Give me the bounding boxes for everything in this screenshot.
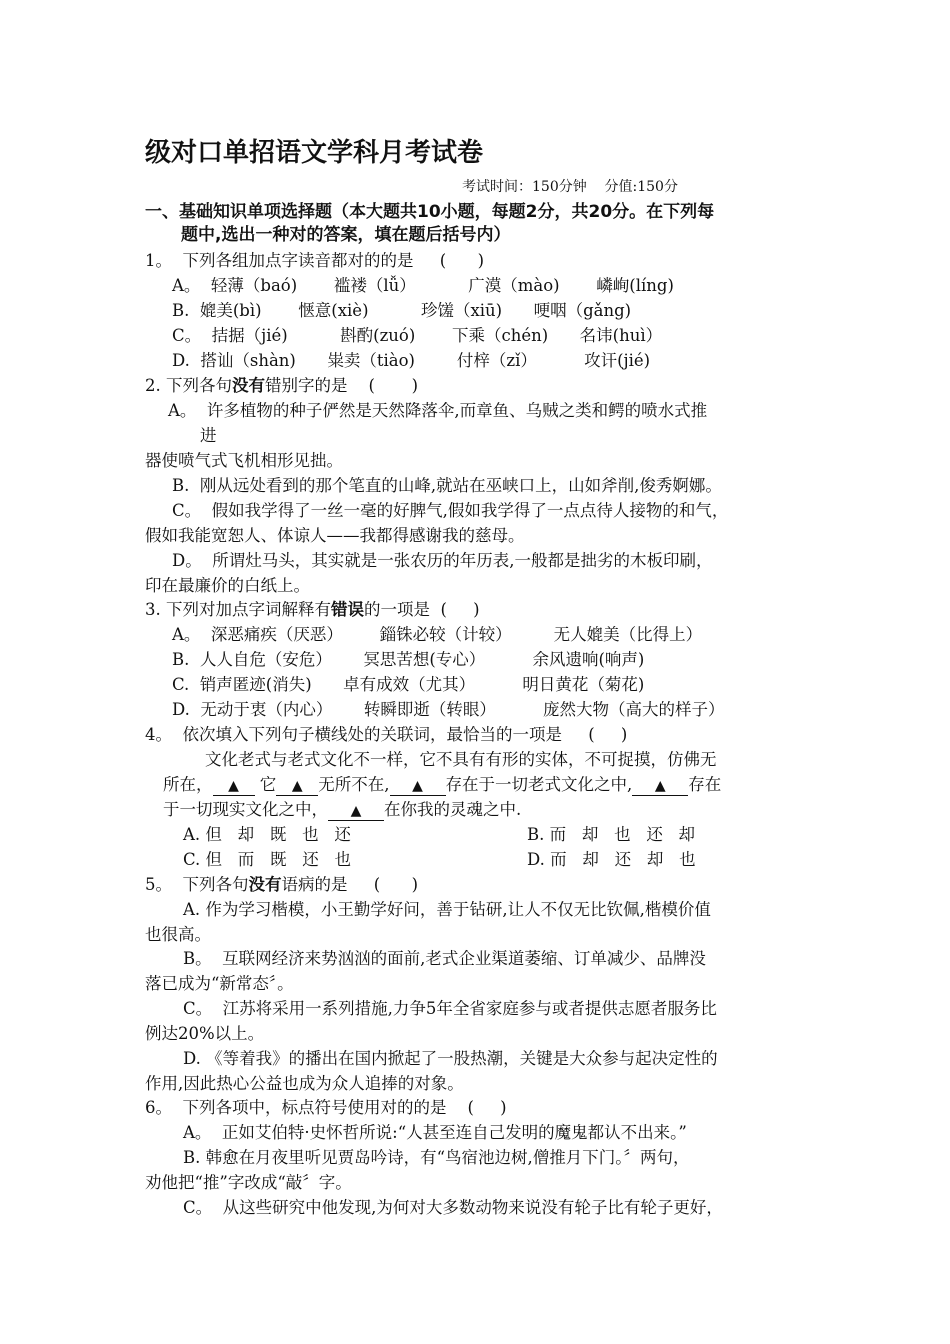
section-heading-line1: 一、基础知识单项选择题（本大题共10小题，每题2分，共20分。在下列每 — [145, 202, 715, 222]
q3-option-c: C. 销声匿迹(消失) 卓有成效（尤其） 明日黄花（菊花) — [172, 675, 645, 694]
q6-option-b-line2: 劝他把“推”字改成“敲〞字。 — [145, 1173, 352, 1192]
q2-stem — [145, 375, 418, 397]
exam-meta: 考试时间：150分钟 分值:150分 — [462, 179, 678, 195]
q2-option-c-line1: C。 假如我学得了一丝一毫的好脾气,假如我学得了一点点待人接物的和气， — [172, 501, 729, 520]
q4-passage-line3 — [163, 799, 521, 821]
q2-option-a-line2: 进 — [200, 426, 217, 445]
q4-text: 存在于一切老式文化之中, — [445, 775, 633, 794]
q6-stem: 6。 下列各项中，标点符号使用对的的是 ( ) — [145, 1098, 507, 1117]
q3-stem-pre: 3. 下列对加点字词解释有 — [145, 600, 331, 619]
q3-option-b: B. 人人自危（安危） 冥思苦想(专心） 余风遗响(响声) — [172, 650, 645, 669]
q4-text: 于一切现实文化之中， — [163, 800, 328, 819]
fill-blank — [632, 776, 688, 796]
q4-passage-line1: 文化老式与老式文化不一样，它不具有有形的实体，不可捉摸，仿佛无 — [205, 750, 717, 769]
q5-option-d-line1: D. 《等着我》的播出在国内掀起了一股热潮，关键是大众参与起决定性的 — [183, 1049, 718, 1068]
q3-stem-post: 的一项是 ( ) — [364, 600, 480, 619]
q5-stem-emphasis: 没有 — [248, 875, 282, 894]
q4-option-d: D. 而 却 还 却 也 — [527, 850, 696, 869]
q4-stem: 4。 依次填入下列句子横线处的关联词，最恰当的一项是 ( ) — [145, 725, 628, 744]
q4-passage-line2 — [163, 774, 721, 796]
q6-option-a: A。 正如艾伯特·史怀哲所说:“人甚至连自己发明的魔鬼都认不出来。” — [183, 1123, 687, 1142]
q5-stem-post: 语病的是 ( ) — [281, 875, 419, 894]
q3-option-d: D. 无动于衷（内心） 转瞬即逝（转眼） 庞然大物（高大的样子） — [172, 700, 725, 719]
q2-stem-post: 错别字的是 ( ) — [265, 376, 419, 395]
blank-marker-icon: ▲ — [228, 778, 239, 794]
q5-option-b-line1: B。 互联网经济来势汹汹的面前,老式企业渠道萎缩、订单减少、品牌没 — [183, 949, 706, 968]
q5-stem — [145, 874, 418, 896]
fill-blank — [390, 776, 446, 796]
q2-stem-emphasis: 没有 — [232, 376, 265, 395]
q2-stem-pre: 2. 下列各句 — [145, 376, 232, 395]
q5-option-d-line2: 作用,因此热心公益也成为众人追捧的对象。 — [145, 1074, 464, 1093]
fill-blank — [213, 776, 255, 796]
fill-blank — [276, 776, 318, 796]
q4-text: 它 — [254, 775, 277, 794]
q3-option-a: A。 深恶痛疾（厌恶） 錙铢必较（计较） 无人媲美（比得上） — [172, 625, 703, 644]
blank-marker-icon: ▲ — [291, 778, 303, 794]
q4-option-c: C. 但 而 既 还 也 — [183, 850, 351, 869]
blank-marker-icon: ▲ — [412, 778, 423, 794]
q4-text: 在你我的灵魂之中. — [384, 800, 522, 819]
q5-stem-pre: 5。 下列各句 — [145, 875, 249, 894]
q4-option-b: B. 而 却 也 还 却 — [527, 825, 696, 844]
q4-text: 存在 — [688, 775, 722, 794]
q1-option-c: C。 拮据（jié) 斟酌(zuó) 下乘（chén) 名讳(huì） — [172, 326, 663, 345]
q1-option-d: D. 搭讪（shàn) 粜卖（tiào) 付梓（zǐ） 攻讦(jié) — [172, 351, 651, 370]
q4-text: 所在， — [163, 775, 213, 794]
q4-text: 无所不在, — [318, 775, 390, 794]
q1-option-b: B. 媲美(bì) 惬意(xiè) 珍馐（xiū) 哽咽（gǎng) — [172, 301, 632, 320]
blank-marker-icon: ▲ — [654, 778, 666, 794]
q1-stem: 1。 下列各组加点字读音都对的的是 ( ) — [145, 251, 485, 270]
q4-option-a: A. 但 却 既 也 还 — [183, 825, 351, 844]
q6-option-c: C。 从这些研究中他发现,为何对大多数动物来说没有轮子比有轮子更好， — [183, 1198, 723, 1217]
q1-option-a: A。 轻薄（baó) 褴褛（lǚ） 广漠（mào) 嶙峋(líng) — [172, 276, 674, 295]
q6-option-b-line1: B. 韩愈在月夜里听见贾岛吟诗，有“鸟宿池边树,僧推月下门。〞两句， — [183, 1148, 690, 1167]
blank-marker-icon: ▲ — [350, 803, 362, 819]
q3-stem — [145, 599, 480, 621]
q5-option-c-line2: 例达20%以上。 — [145, 1024, 265, 1043]
q2-option-d-line2: 印在最廉价的白纸上。 — [145, 576, 310, 595]
q2-option-a-line1: A。 许多植物的种子俨然是天然降落伞,而章鱼、乌贼之类和鳄的喷水式推 — [168, 401, 708, 420]
section-heading-line2: 题中,选出一种对的答案，填在题后括号内） — [181, 225, 511, 245]
q2-option-d-line1: D。 所谓灶马头，其实就是一张农历的年历表,一般都是拙劣的木板印刷， — [172, 551, 713, 570]
q5-option-c-line1: C。 江苏将采用一系列措施,力争5年全省家庭参与或者提供志愿者服务比 — [183, 999, 717, 1018]
page-title: 级对口单招语文学科月考试卷 — [145, 138, 484, 168]
q5-option-a-line2: 也很高。 — [145, 925, 211, 944]
q3-stem-emphasis: 错误 — [331, 600, 364, 619]
q2-option-b: B. 刚从远处看到的那个笔直的山峰,就站在巫峡口上，山如斧削,俊秀婀娜。 — [172, 476, 722, 495]
q2-option-c-line2: 假如我能宽恕人、体谅人——我都得感谢我的慈母。 — [145, 526, 525, 545]
q5-option-a-line1: A. 作为学习楷模，小王勤学好问，善于钻研,让人不仅无比钦佩,楷模价值 — [183, 900, 711, 919]
fill-blank — [328, 801, 384, 821]
q2-option-a-line3: 器使喷气式飞机相形见拙。 — [145, 451, 343, 470]
q5-option-b-line2: 落已成为“新常态〞。 — [145, 974, 294, 993]
